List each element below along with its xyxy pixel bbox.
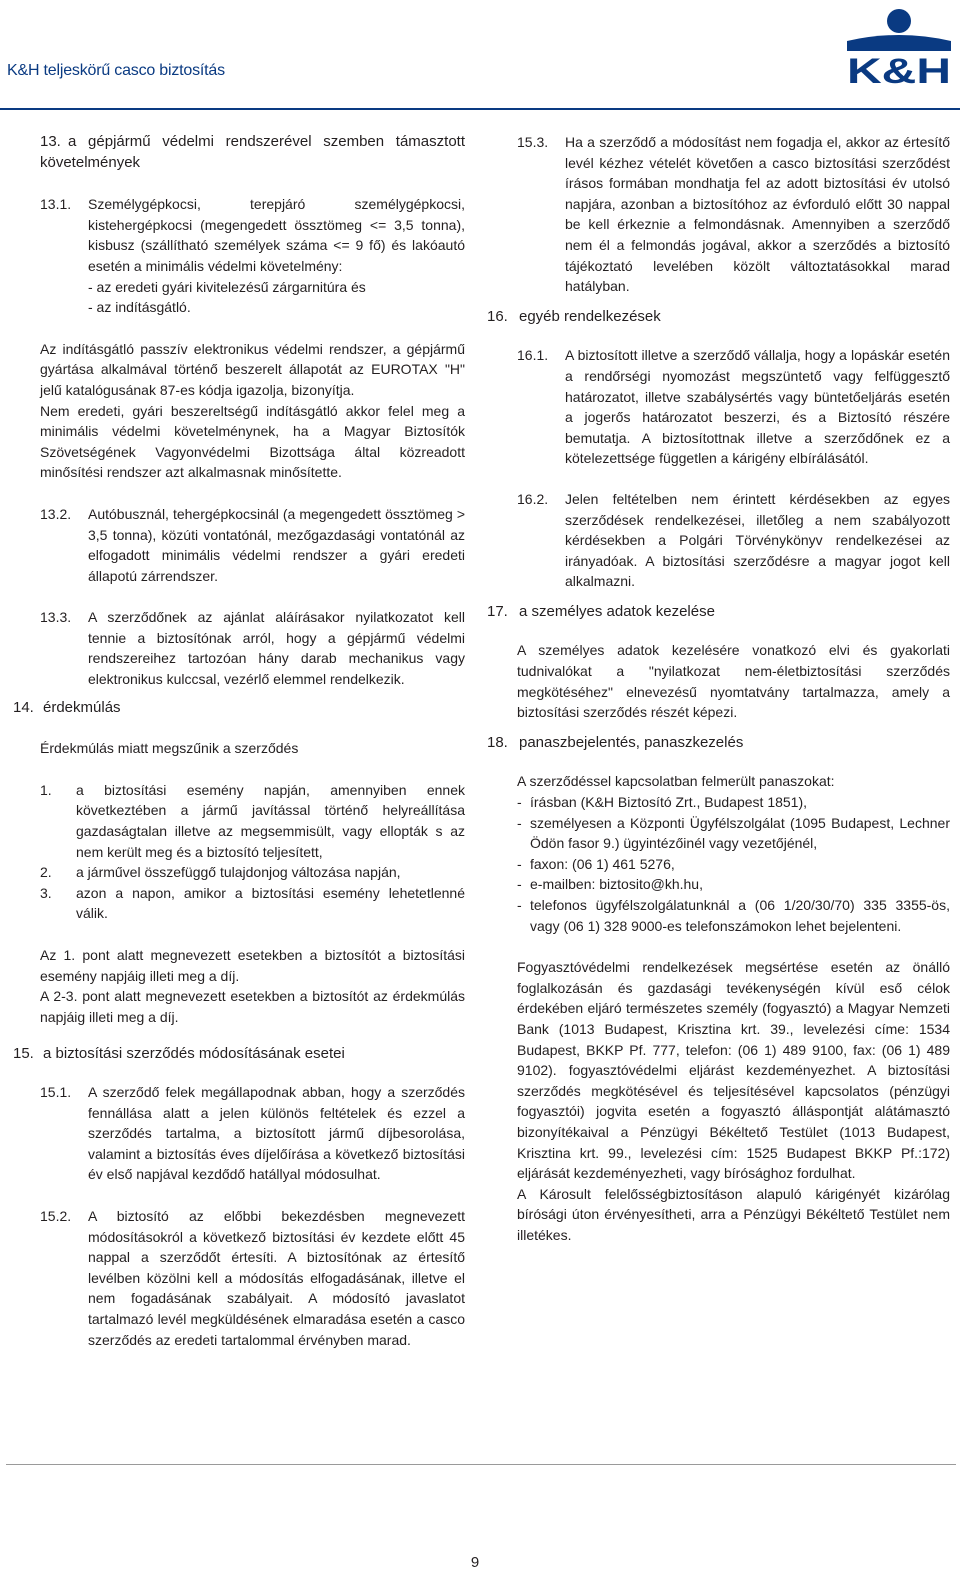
section-title: panaszbejelentés, panaszkezelés xyxy=(519,733,744,751)
section-16-heading xyxy=(487,307,950,328)
list-item: - személyesen a Központi Ügyfélszolgálat (1095 Budapest, Lechner Ödön fasor 9.) ügyintézőinél vagy vezetőjénél, xyxy=(517,813,950,854)
clause-number: 13.3. xyxy=(40,609,72,626)
clause-13-2 xyxy=(40,504,465,586)
section-title: a gépjármű védelmi rendszerével szemben támasztott xyxy=(68,133,465,150)
clause-16-1 xyxy=(517,345,950,469)
clause-body: A biztosított illetve a szerződő vállalja, hogy a lopáskár esetén a rendőrségi nyomozást megszüntető vagy felfüggesztő határozatot, illetve szabálysértés vagy büntetőeljárás esetén a jogerős határozatot beszerzi, és a Biztosító részére bemutatja. A biztosítottnak illetve a szerződőnek ez a kötelezettsége független a kárigény elbírálásától. xyxy=(565,347,950,467)
section-title: érdekmúlás xyxy=(43,698,121,716)
paragraph: A Károsult felelősségbiztosításon alapuló kárigényét kizárólag bírósági úton érvényesítheti, arra a Pénzügyi Békéltető Testület nem illetékes. xyxy=(517,1185,950,1243)
clause-dash-item: - az eredeti gyári kivitelezésű zárgarnitúra és xyxy=(88,278,366,295)
section-18-heading xyxy=(487,733,950,754)
header-divider xyxy=(0,108,960,110)
list-item-text: azon a napon, amikor a biztosítási esemény lehetetlenné válik. xyxy=(76,884,465,922)
list-item: - telefonos ügyfélszolgálatunknál a (06 1/20/30/70) 335 3355-ös, vagy (06 1) 328 9000-es telefonszámokon lehet bejelenteni. xyxy=(517,895,950,936)
section-title: a személyes adatok kezelése xyxy=(519,602,715,620)
list-item-text: e-mailben: biztosito@kh.hu, xyxy=(530,876,703,893)
page-number: 9 xyxy=(470,1554,480,1571)
right-column xyxy=(487,132,950,1246)
list-item: - e-mailben: biztosito@kh.hu, xyxy=(517,874,950,895)
paragraph: A szerződéssel kapcsolatban felmerült panaszokat: xyxy=(517,773,835,790)
kh-logo xyxy=(847,3,955,87)
footer-divider xyxy=(6,1464,956,1465)
clause-body: Személygépkocsi, terepjáró személygépkocsi, kistehergépkocsi (megengedett össztömeg <= 3,5 tonna), kisbusz (szállítható személyek száma <= 9 fő) és lakóautó esetén a minimális védelmi követelmény: xyxy=(88,196,465,274)
section-13-heading xyxy=(40,132,465,153)
section-number: 14. xyxy=(13,698,34,716)
paragraph: Fogyasztóvédelmi rendelkezések megsértése esetén az önálló foglalkozásán és gazdasági tevékenységén kívül eső célok érdekében eljáró természetes személy (fogyasztó) a Magyar Nemzeti Bank (1013 Budapest, Krisztina krt. 39., levelezési címe: 1534 Budapest, BKKP Pf. 777, telefon: (06 1) 489 9100, fax: (06 1) 489 9102). fogyasztóvédelmi eljárást kezdeményezhet. A biztosítási szerződés megkötésével és teljesítésével kapcsolatos (pénzügyi fogyasztói) jogvita esetén a fogyasztó álláspontját alátámasztó bizonyítékaival a Pénzügyi Békéltető Testület (1013 Budapest, Krisztina krt. 99., levelezési cím: 1525 Budapest BKKP Pf.:172) eljárását kezdeményezheti, vagy bírósághoz fordulhat. xyxy=(517,959,950,1182)
clause-number: 15.1. xyxy=(40,1083,72,1100)
section-number: 13. xyxy=(40,133,61,150)
clause-body: A szerződő felek megállapodnak abban, hogy a szerződés fennállása alatt a jelen különös feltételek és ezzel a szerződés tartalma, a biztosított jármű díjbesorolása, valamint a biztosítás éves díjelőírása a következő biztosítási év első napjával kezdődő hatállyal módosulhat. xyxy=(88,1083,465,1183)
section-number: 18. xyxy=(487,733,508,751)
document-title: K&H teljeskörű casco biztosítás xyxy=(7,62,225,79)
paragraph: A személyes adatok kezelésére vonatkozó elvi és gyakorlati tudnivalókat a "nyilatkozat nem-életbiztosítási szerződés megkötéséhez" elnevezésű nyomtatvány tartalmazza, amely a biztosítási szerződés részét képezi. xyxy=(517,642,950,721)
clause-number: 15.3. xyxy=(517,134,549,150)
list-item xyxy=(40,780,465,862)
section-number: 16. xyxy=(487,307,508,325)
svg-text:K&H: K&H xyxy=(847,52,951,87)
section-number: 15. xyxy=(13,1045,34,1063)
clause-15-1 xyxy=(40,1082,465,1185)
clause-number: 16.2. xyxy=(517,490,549,507)
paragraph: Nem eredeti, gyári beszereltségű indításgátló akkor felel meg a minimális védelmi követelménynek, ha a Magyar Biztosítók Szövetségének Vagyonvédelmi Bizottsága által közreadott minősítési rendszer azt alkalmasnak minősítette. xyxy=(40,402,465,481)
list-item-text: telefonos ügyfélszolgálatunknál a (06 1/20/30/70) 335 3355-ös, vagy (06 1) 328 9000-es telefonszámokon lehet bejelenteni. xyxy=(530,897,950,934)
section-title: a biztosítási szerződés módosításának esetei xyxy=(43,1045,345,1063)
clause-number: 15.2. xyxy=(40,1207,72,1224)
list-item-number: 3. xyxy=(40,884,52,901)
clause-number: 13.2. xyxy=(40,505,72,522)
clause-13-1 xyxy=(40,194,465,318)
clause-15-2 xyxy=(40,1206,465,1350)
list-item xyxy=(40,862,465,883)
section-title: egyéb rendelkezések xyxy=(519,307,661,325)
list-item-text: személyesen a Központi Ügyfélszolgálat (1095 Budapest, Lechner Ödön fasor 9.) ügyintézőinél vagy vezetőjénél, xyxy=(530,814,950,852)
termination-list xyxy=(40,780,465,924)
clause-body: A biztosító az előbbi bekezdésben megnevezett módosításokról a következő biztosítási év kezdete előtt 45 nappal a szerződőt értesíti. A biztosítónak az értesítő levélben közölni kell a módosítás elfogadásának, illetve el nem fogadásának szabályait. A módosító javaslatot tartalmazó levél megküldésének elmaradása esetén a casco szerződés az eredeti tartalommal érvényben marad. xyxy=(88,1207,465,1348)
paragraph: Érdekmúlás miatt megszűnik a szerződés xyxy=(40,740,299,757)
section-14-heading xyxy=(13,698,465,719)
clause-body: Jelen feltételben nem érintett kérdésekben az egyes szerződések rendelkezései, illetőleg a nem szabályozott kérdésekben a Polgári Törvénykönyv rendelkezései az irányadóak. A biztosítási szerződésre a magyar jogot kell alkalmazni. xyxy=(565,490,950,590)
section-17-heading xyxy=(487,602,950,623)
clause-number: 16.1. xyxy=(517,347,549,364)
clause-15-3 xyxy=(517,132,950,297)
list-item-text: faxon: (06 1) 461 5276, xyxy=(530,855,675,872)
clause-number: 13.1. xyxy=(40,196,72,213)
list-item-text: a biztosítási esemény napján, amennyiben ennek következtében a jármű javítással történő helyreállítása gazdaságtalan illetve az megsemmisült, vagy ellopták s az nem került meg és a biztosító teljesített, xyxy=(76,781,465,860)
list-item: - írásban (K&H Biztosító Zrt., Budapest 1851), xyxy=(517,792,950,813)
clause-body: Autóbusznál, tehergépkocsinál (a megengedett össztömeg > 3,5 tonna), közúti vontatónál, mezőgazdasági vontatónál az elfogadott minimális védelmi rendszer a gyári eredeti állapotú zárrendszer. xyxy=(88,505,465,584)
section-15-heading xyxy=(13,1044,465,1065)
section-number: 17. xyxy=(487,602,508,620)
paragraph: Az 1. pont alatt megnevezett esetekben a biztosítót a biztosítási esemény napjáig illeti meg a díj. xyxy=(40,947,465,984)
complaint-channels-list xyxy=(517,792,950,936)
left-column xyxy=(13,132,465,1350)
clause-body: A szerződőnek az ajánlat aláírásakor nyilatkozatot kell tennie a biztosítónak arról, hogy a gépjármű védelmi rendszereihez tartozóan hány darab mechanikus vagy elektronikus kulccsal, vezérlő elemmel rendelkezik. xyxy=(88,609,465,688)
clause-16-2 xyxy=(517,489,950,592)
section-13-heading-cont: követelmények xyxy=(40,153,141,171)
list-item xyxy=(40,883,465,924)
clause-13-3 xyxy=(40,607,465,689)
clause-dash-item: - az indításgátló. xyxy=(88,299,191,316)
paragraph: Az indításgátló passzív elektronikus védelmi rendszer, a gépjármű gyártása alkalmával történő beszerelt állapotát az EUROTAX "H" jelű katalógusának 87-es kódja igazolja, bizonyítja. xyxy=(40,340,465,398)
paragraph: A 2-3. pont alatt megnevezett esetekben a biztosítót az érdekmúlás napjáig illeti meg a díj. xyxy=(40,988,465,1025)
list-item: - faxon: (06 1) 461 5276, xyxy=(517,854,950,875)
list-item-text: írásban (K&H Biztosító Zrt., Budapest 1851), xyxy=(530,794,808,811)
clause-body: Ha a szerződő a módosítást nem fogadja el, akkor az értesítő levél kézhez vételét követően a casco biztosítási szerződést írásos formában mondhatja fel az adott biztosítási év utolsó napjára, azonban a biztosítóhoz az évforduló előtt 30 nappal be kell érkeznie a felmondásnak. Amennyiben a szerződő nem él a felmondás jogával, akkor a szerződés a biztosító tájékoztató levelében közölt változtatásokkal marad hatályban. xyxy=(565,134,950,295)
list-item-text: a járművel összefüggő tulajdonjog változása napján, xyxy=(76,864,401,881)
list-item-number: 2. xyxy=(40,864,52,881)
list-item-number: 1. xyxy=(40,781,52,798)
